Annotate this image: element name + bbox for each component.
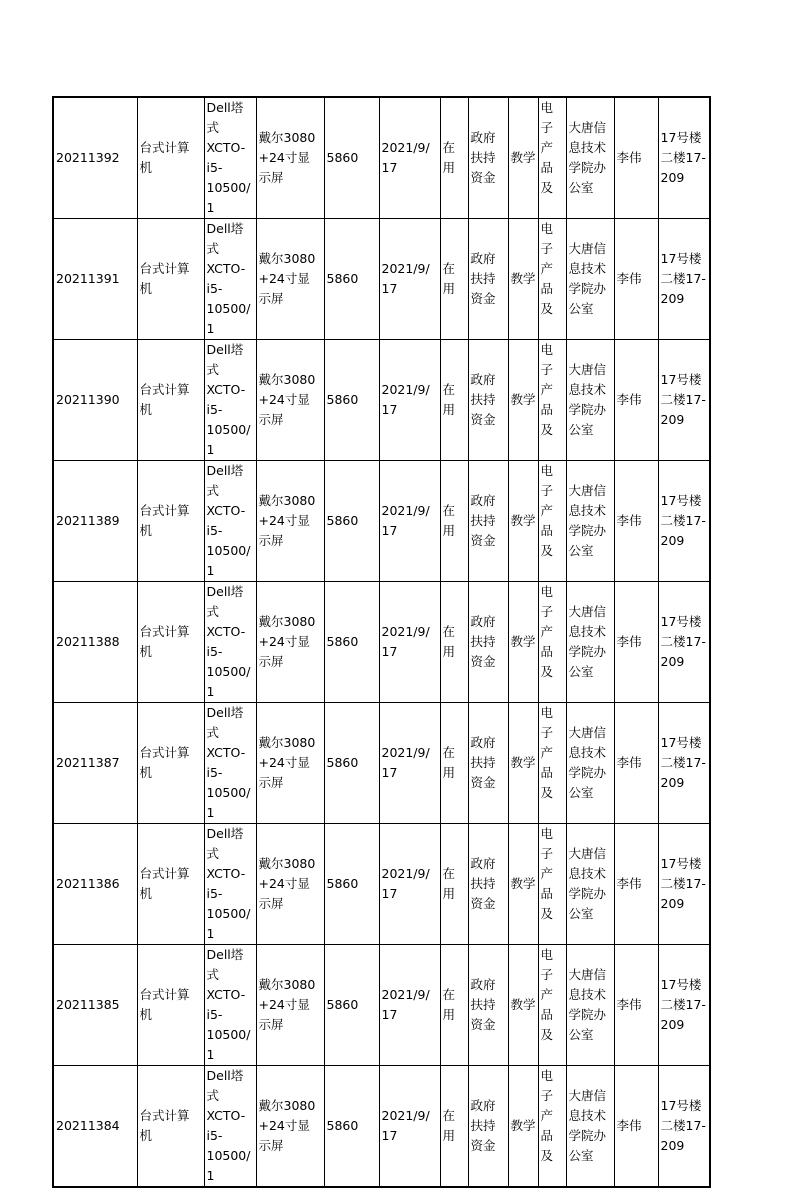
price-cell-text: 5860: [326, 392, 359, 407]
model-line: Dell塔: [206, 705, 244, 720]
fund-source-cell: [468, 461, 508, 582]
purchase-date-cell: [379, 461, 440, 582]
custodian-cell: [614, 97, 658, 219]
usage-cell: [508, 824, 538, 945]
model-line: Dell塔: [206, 342, 244, 357]
model-line: Dell塔: [206, 221, 244, 236]
table-row: [53, 824, 710, 945]
asset-number-cell-text: 20211384: [56, 1118, 120, 1133]
model-line: i5-: [206, 765, 223, 780]
purchase-date-cell-text: 2021/9/17: [381, 745, 430, 780]
model-cell: [204, 97, 256, 219]
asset-name-cell: [137, 219, 204, 340]
model-line: Dell塔: [206, 947, 244, 962]
department-cell: [566, 824, 614, 945]
fund-source-cell: [468, 582, 508, 703]
department-cell: [566, 945, 614, 1066]
fund-source-cell-text: 政府扶持资金: [470, 735, 496, 790]
model-line: 10500/1: [206, 301, 251, 336]
usage-cell-text: 教学: [510, 150, 536, 165]
model-line: 10500/1: [206, 180, 251, 215]
category-cell: [538, 824, 566, 945]
custodian-cell: [614, 1066, 658, 1188]
purchase-date-cell-text: 2021/9/17: [381, 503, 430, 538]
table-row: [53, 219, 710, 340]
location-cell: [658, 97, 710, 219]
purchase-date-cell: [379, 1066, 440, 1188]
spec-cell-text: 戴尔3080+24寸显示屏: [258, 372, 316, 427]
category-cell: [538, 461, 566, 582]
custodian-cell-text: 李伟: [616, 634, 642, 649]
location-cell-text: 17号楼二楼17-209: [660, 130, 706, 185]
price-cell: [324, 219, 379, 340]
status-cell-text: 在用: [442, 866, 456, 901]
category-cell-text: 电子产品及: [540, 342, 554, 437]
price-cell: [324, 461, 379, 582]
model-line: 式: [206, 604, 220, 619]
table-row: [53, 340, 710, 461]
department-cell-text: 大唐信息技术学院办公室: [568, 725, 607, 800]
status-cell-text: 在用: [442, 261, 456, 296]
model-line: XCTO-: [206, 140, 246, 155]
model-line: Dell塔: [206, 826, 244, 841]
category-cell-text: 电子产品及: [540, 705, 554, 800]
category-cell: [538, 703, 566, 824]
fund-source-cell-text: 政府扶持资金: [470, 856, 496, 911]
asset-name-cell: [137, 703, 204, 824]
spec-cell-text: 戴尔3080+24寸显示屏: [258, 735, 316, 790]
department-cell: [566, 340, 614, 461]
usage-cell: [508, 219, 538, 340]
department-cell-text: 大唐信息技术学院办公室: [568, 846, 607, 921]
spec-cell: [256, 582, 324, 703]
category-cell-text: 电子产品及: [540, 826, 554, 921]
spec-cell-text: 戴尔3080+24寸显示屏: [258, 493, 316, 548]
price-cell-text: 5860: [326, 1118, 359, 1133]
custodian-cell-text: 李伟: [616, 513, 642, 528]
asset-table: [52, 96, 711, 1188]
custodian-cell: [614, 340, 658, 461]
model-line: i5-: [206, 523, 223, 538]
asset-number-cell-text: 20211390: [56, 392, 120, 407]
asset-name-cell-text: 台式计算机: [139, 624, 190, 659]
purchase-date-cell: [379, 945, 440, 1066]
price-cell: [324, 1066, 379, 1188]
category-cell-text: 电子产品及: [540, 221, 554, 316]
asset-number-cell-text: 20211386: [56, 876, 120, 891]
asset-number-cell: [53, 1066, 137, 1188]
category-cell-text: 电子产品及: [540, 100, 554, 195]
department-cell: [566, 97, 614, 219]
purchase-date-cell-text: 2021/9/17: [381, 382, 430, 417]
usage-cell-text: 教学: [510, 876, 536, 891]
usage-cell: [508, 582, 538, 703]
purchase-date-cell-text: 2021/9/17: [381, 987, 430, 1022]
model-line: 式: [206, 967, 220, 982]
model-line: 式: [206, 1088, 220, 1103]
status-cell-text: 在用: [442, 140, 456, 175]
status-cell: [440, 461, 468, 582]
purchase-date-cell-text: 2021/9/17: [381, 866, 430, 901]
location-cell: [658, 945, 710, 1066]
price-cell-text: 5860: [326, 876, 359, 891]
location-cell: [658, 219, 710, 340]
purchase-date-cell: [379, 703, 440, 824]
location-cell-text: 17号楼二楼17-209: [660, 1098, 706, 1153]
model-line: 10500/1: [206, 1027, 251, 1062]
status-cell: [440, 219, 468, 340]
status-cell: [440, 582, 468, 703]
model-cell: [204, 703, 256, 824]
fund-source-cell-text: 政府扶持资金: [470, 372, 496, 427]
custodian-cell-text: 李伟: [616, 876, 642, 891]
spec-cell-text: 戴尔3080+24寸显示屏: [258, 251, 316, 306]
price-cell-text: 5860: [326, 997, 359, 1012]
status-cell-text: 在用: [442, 1108, 456, 1143]
usage-cell-text: 教学: [510, 513, 536, 528]
usage-cell: [508, 340, 538, 461]
spec-cell: [256, 703, 324, 824]
spec-cell-text: 戴尔3080+24寸显示屏: [258, 856, 316, 911]
fund-source-cell-text: 政府扶持资金: [470, 493, 496, 548]
category-cell: [538, 219, 566, 340]
asset-name-cell-text: 台式计算机: [139, 503, 190, 538]
custodian-cell-text: 李伟: [616, 392, 642, 407]
usage-cell: [508, 945, 538, 1066]
asset-number-cell: [53, 461, 137, 582]
asset-name-cell-text: 台式计算机: [139, 261, 190, 296]
category-cell: [538, 97, 566, 219]
asset-number-cell-text: 20211391: [56, 271, 120, 286]
spec-cell: [256, 824, 324, 945]
usage-cell: [508, 703, 538, 824]
price-cell-text: 5860: [326, 150, 359, 165]
category-cell-text: 电子产品及: [540, 463, 554, 558]
custodian-cell: [614, 461, 658, 582]
model-line: 10500/1: [206, 543, 251, 578]
spec-cell-text: 戴尔3080+24寸显示屏: [258, 1098, 316, 1153]
usage-cell: [508, 1066, 538, 1188]
location-cell: [658, 340, 710, 461]
department-cell-text: 大唐信息技术学院办公室: [568, 604, 607, 679]
custodian-cell: [614, 945, 658, 1066]
usage-cell-text: 教学: [510, 634, 536, 649]
location-cell-text: 17号楼二楼17-209: [660, 977, 706, 1032]
spec-cell-text: 戴尔3080+24寸显示屏: [258, 977, 316, 1032]
status-cell-text: 在用: [442, 503, 456, 538]
spec-cell: [256, 219, 324, 340]
price-cell: [324, 97, 379, 219]
model-line: 式: [206, 725, 220, 740]
purchase-date-cell: [379, 97, 440, 219]
model-line: XCTO-: [206, 261, 246, 276]
spec-cell: [256, 97, 324, 219]
status-cell-text: 在用: [442, 624, 456, 659]
fund-source-cell: [468, 703, 508, 824]
location-cell: [658, 703, 710, 824]
model-line: 式: [206, 120, 220, 135]
model-cell: [204, 945, 256, 1066]
location-cell: [658, 1066, 710, 1188]
model-line: i5-: [206, 1007, 223, 1022]
purchase-date-cell-text: 2021/9/17: [381, 624, 430, 659]
purchase-date-cell-text: 2021/9/17: [381, 261, 430, 296]
model-line: 10500/1: [206, 906, 251, 941]
model-line: i5-: [206, 160, 223, 175]
department-cell-text: 大唐信息技术学院办公室: [568, 1088, 607, 1163]
model-line: i5-: [206, 281, 223, 296]
asset-table-body: [53, 97, 710, 1187]
model-cell: [204, 824, 256, 945]
spec-cell: [256, 945, 324, 1066]
model-line: XCTO-: [206, 987, 246, 1002]
table-row: [53, 97, 710, 219]
department-cell: [566, 1066, 614, 1188]
price-cell: [324, 824, 379, 945]
department-cell-text: 大唐信息技术学院办公室: [568, 362, 607, 437]
asset-number-cell-text: 20211385: [56, 997, 120, 1012]
purchase-date-cell-text: 2021/9/17: [381, 1108, 430, 1143]
model-line: XCTO-: [206, 1108, 246, 1123]
model-cell: [204, 582, 256, 703]
location-cell: [658, 824, 710, 945]
price-cell: [324, 582, 379, 703]
category-cell: [538, 945, 566, 1066]
asset-number-cell: [53, 703, 137, 824]
model-cell: [204, 1066, 256, 1188]
purchase-date-cell: [379, 824, 440, 945]
asset-name-cell: [137, 824, 204, 945]
model-line: Dell塔: [206, 584, 244, 599]
model-line: 式: [206, 483, 220, 498]
asset-name-cell-text: 台式计算机: [139, 866, 190, 901]
spec-cell: [256, 340, 324, 461]
model-line: XCTO-: [206, 624, 246, 639]
price-cell: [324, 945, 379, 1066]
custodian-cell: [614, 703, 658, 824]
status-cell: [440, 340, 468, 461]
table-row: [53, 582, 710, 703]
model-line: XCTO-: [206, 866, 246, 881]
custodian-cell: [614, 582, 658, 703]
fund-source-cell: [468, 824, 508, 945]
location-cell-text: 17号楼二楼17-209: [660, 735, 706, 790]
asset-number-cell: [53, 582, 137, 703]
model-line: i5-: [206, 402, 223, 417]
asset-number-cell-text: 20211387: [56, 755, 120, 770]
asset-number-cell: [53, 97, 137, 219]
location-cell-text: 17号楼二楼17-209: [660, 372, 706, 427]
asset-name-cell: [137, 1066, 204, 1188]
model-cell: [204, 219, 256, 340]
asset-name-cell: [137, 945, 204, 1066]
asset-number-cell: [53, 340, 137, 461]
location-cell: [658, 582, 710, 703]
asset-name-cell-text: 台式计算机: [139, 382, 190, 417]
usage-cell-text: 教学: [510, 997, 536, 1012]
asset-name-cell-text: 台式计算机: [139, 140, 190, 175]
fund-source-cell: [468, 1066, 508, 1188]
model-line: Dell塔: [206, 463, 244, 478]
spec-cell: [256, 1066, 324, 1188]
table-row: [53, 945, 710, 1066]
fund-source-cell: [468, 97, 508, 219]
category-cell-text: 电子产品及: [540, 947, 554, 1042]
asset-name-cell-text: 台式计算机: [139, 987, 190, 1022]
custodian-cell: [614, 219, 658, 340]
usage-cell-text: 教学: [510, 271, 536, 286]
custodian-cell: [614, 824, 658, 945]
model-line: XCTO-: [206, 503, 246, 518]
department-cell-text: 大唐信息技术学院办公室: [568, 241, 607, 316]
model-line: 式: [206, 846, 220, 861]
fund-source-cell: [468, 945, 508, 1066]
custodian-cell-text: 李伟: [616, 997, 642, 1012]
purchase-date-cell: [379, 219, 440, 340]
price-cell: [324, 340, 379, 461]
model-line: Dell塔: [206, 1068, 244, 1083]
asset-number-cell: [53, 945, 137, 1066]
asset-number-cell: [53, 824, 137, 945]
fund-source-cell-text: 政府扶持资金: [470, 1098, 496, 1153]
location-cell-text: 17号楼二楼17-209: [660, 251, 706, 306]
model-cell: [204, 340, 256, 461]
price-cell-text: 5860: [326, 755, 359, 770]
fund-source-cell-text: 政府扶持资金: [470, 614, 496, 669]
model-line: XCTO-: [206, 382, 246, 397]
usage-cell: [508, 97, 538, 219]
model-line: 10500/1: [206, 1148, 251, 1183]
asset-number-cell-text: 20211388: [56, 634, 120, 649]
asset-name-cell: [137, 582, 204, 703]
asset-name-cell: [137, 461, 204, 582]
status-cell: [440, 945, 468, 1066]
purchase-date-cell: [379, 340, 440, 461]
spec-cell-text: 戴尔3080+24寸显示屏: [258, 130, 316, 185]
model-line: i5-: [206, 644, 223, 659]
status-cell: [440, 824, 468, 945]
custodian-cell-text: 李伟: [616, 150, 642, 165]
asset-number-cell-text: 20211392: [56, 150, 120, 165]
usage-cell-text: 教学: [510, 755, 536, 770]
department-cell: [566, 219, 614, 340]
purchase-date-cell-text: 2021/9/17: [381, 140, 430, 175]
model-line: XCTO-: [206, 745, 246, 760]
asset-name-cell: [137, 97, 204, 219]
table-row: [53, 703, 710, 824]
category-cell: [538, 1066, 566, 1188]
department-cell: [566, 703, 614, 824]
status-cell-text: 在用: [442, 987, 456, 1022]
category-cell: [538, 340, 566, 461]
status-cell-text: 在用: [442, 382, 456, 417]
department-cell: [566, 461, 614, 582]
purchase-date-cell: [379, 582, 440, 703]
category-cell: [538, 582, 566, 703]
model-cell: [204, 461, 256, 582]
department-cell-text: 大唐信息技术学院办公室: [568, 967, 607, 1042]
price-cell: [324, 703, 379, 824]
category-cell-text: 电子产品及: [540, 584, 554, 679]
usage-cell: [508, 461, 538, 582]
department-cell: [566, 582, 614, 703]
usage-cell-text: 教学: [510, 1118, 536, 1133]
table-row: [53, 461, 710, 582]
spec-cell: [256, 461, 324, 582]
location-cell-text: 17号楼二楼17-209: [660, 614, 706, 669]
status-cell: [440, 1066, 468, 1188]
model-line: 式: [206, 241, 220, 256]
model-line: 10500/1: [206, 785, 251, 820]
fund-source-cell-text: 政府扶持资金: [470, 977, 496, 1032]
location-cell-text: 17号楼二楼17-209: [660, 856, 706, 911]
model-line: i5-: [206, 1128, 223, 1143]
price-cell-text: 5860: [326, 271, 359, 286]
table-row: [53, 1066, 710, 1188]
model-line: 10500/1: [206, 664, 251, 699]
status-cell: [440, 703, 468, 824]
fund-source-cell: [468, 340, 508, 461]
custodian-cell-text: 李伟: [616, 271, 642, 286]
category-cell-text: 电子产品及: [540, 1068, 554, 1163]
usage-cell-text: 教学: [510, 392, 536, 407]
fund-source-cell: [468, 219, 508, 340]
model-line: i5-: [206, 886, 223, 901]
price-cell-text: 5860: [326, 513, 359, 528]
spec-cell-text: 戴尔3080+24寸显示屏: [258, 614, 316, 669]
fund-source-cell-text: 政府扶持资金: [470, 130, 496, 185]
department-cell-text: 大唐信息技术学院办公室: [568, 120, 607, 195]
location-cell: [658, 461, 710, 582]
asset-number-cell-text: 20211389: [56, 513, 120, 528]
model-line: Dell塔: [206, 100, 244, 115]
model-line: 10500/1: [206, 422, 251, 457]
asset-name-cell-text: 台式计算机: [139, 1108, 190, 1143]
department-cell-text: 大唐信息技术学院办公室: [568, 483, 607, 558]
location-cell-text: 17号楼二楼17-209: [660, 493, 706, 548]
status-cell-text: 在用: [442, 745, 456, 780]
asset-name-cell-text: 台式计算机: [139, 745, 190, 780]
fund-source-cell-text: 政府扶持资金: [470, 251, 496, 306]
model-line: 式: [206, 362, 220, 377]
asset-name-cell: [137, 340, 204, 461]
status-cell: [440, 97, 468, 219]
custodian-cell-text: 李伟: [616, 755, 642, 770]
custodian-cell-text: 李伟: [616, 1118, 642, 1133]
price-cell-text: 5860: [326, 634, 359, 649]
asset-number-cell: [53, 219, 137, 340]
